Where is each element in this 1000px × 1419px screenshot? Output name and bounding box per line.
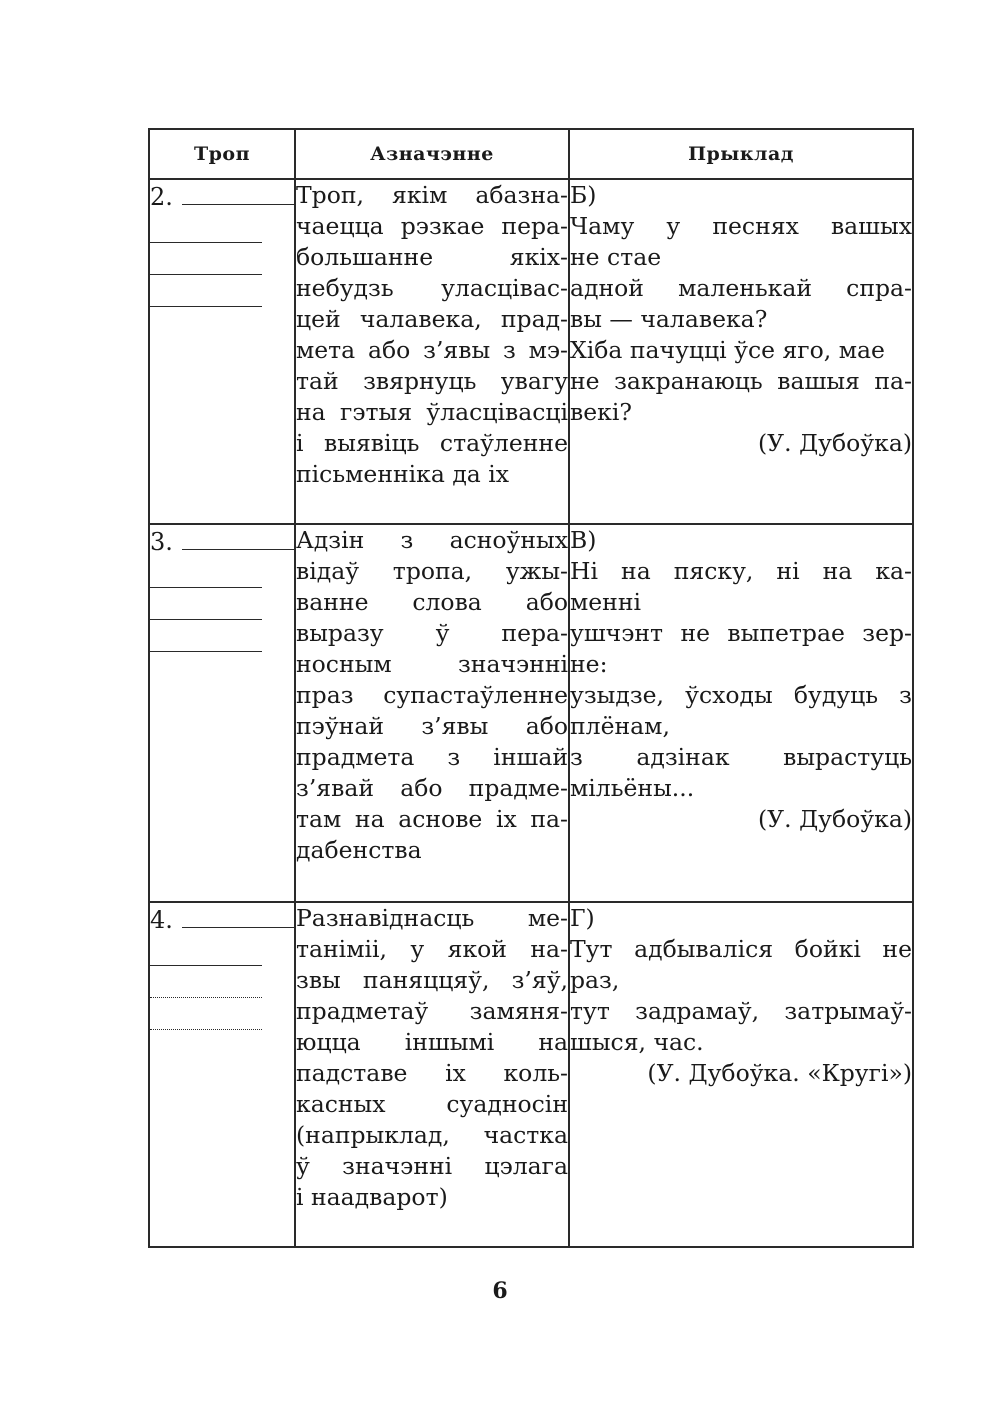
definition-cell: [295, 524, 569, 902]
definition-line: Адзін з асноўных: [296, 526, 568, 554]
table-row: [149, 179, 913, 524]
definition-line: ванне слова або: [296, 588, 568, 616]
definition-line: відаў тропа, ужы-: [296, 557, 568, 585]
tropes-table: [148, 128, 914, 1248]
table-header-row: [149, 129, 913, 179]
answer-blank-line: [150, 966, 262, 998]
example-line: ушчэнт не выпетрае зер-: [570, 619, 912, 647]
definition-line: там на аснове іх па-: [296, 805, 568, 833]
example-line: плёнам,: [570, 712, 670, 740]
answer-blank-line: [182, 184, 294, 205]
definition-cell: [295, 902, 569, 1247]
example-label: Б): [570, 181, 597, 209]
example-cell: [569, 524, 913, 902]
definition-line: на гэтыя ўласцівасці: [296, 398, 568, 426]
definition-line: падставе іх коль-: [296, 1059, 568, 1087]
answer-blank-line: [150, 275, 262, 307]
example-line: Ні на пяску, ні на ка-: [570, 557, 912, 585]
example-line: не закранаюць вашыя па-: [570, 367, 912, 395]
example-label: Г): [570, 904, 595, 932]
definition-line: праз супастаўленне: [296, 681, 568, 709]
example-line: менні: [570, 588, 642, 616]
example-author: (У. Дубоўка. «Кругі»): [647, 1059, 912, 1087]
definition-line: мета або з’явы з мэ-: [296, 336, 568, 364]
definition-line: і выявіць стаўленне: [296, 429, 568, 457]
definition-line: касных суадносін: [296, 1090, 568, 1118]
definition-line: носным значэнні: [296, 650, 568, 678]
example-line: Тут адбываліся бойкі не: [570, 935, 912, 963]
definition-line: чаецца рэзкае пера-: [296, 212, 568, 240]
example-line: не стае: [570, 243, 662, 271]
header-example: Прыклад: [569, 129, 913, 179]
trop-cell: [149, 902, 295, 1247]
header-trop: Троп: [149, 129, 295, 179]
example-line: мільёны...: [570, 774, 695, 802]
example-label: В): [570, 526, 597, 554]
definition-line: пэўнай з’явы або: [296, 712, 568, 740]
definition-line: юцца іншымі на: [296, 1028, 568, 1056]
answer-blank-line: [150, 243, 262, 275]
definition-line: цей чалавека, прад-: [296, 305, 568, 333]
definition-line: небудзь уласцівас-: [296, 274, 568, 302]
example-line: з адзінак вырастуць: [570, 743, 912, 771]
answer-blank-line: [150, 934, 262, 966]
definition-line: ў значэнні цэлага: [296, 1152, 568, 1180]
example-line: векі?: [570, 398, 632, 426]
example-line: не:: [570, 650, 608, 678]
example-line: тут задрамаў, затрымаў-: [570, 997, 912, 1025]
definition-line: тай звярнуць увагу: [296, 367, 568, 395]
table-row: [149, 902, 913, 1247]
answer-blank-line: [182, 529, 294, 550]
example-line: Хіба пачуцці ўсе яго, мае: [570, 336, 885, 364]
example-line: узыдзе, ўсходы будуць з: [570, 681, 912, 709]
definition-line: Разнавіднасць ме-: [296, 904, 568, 932]
answer-blank-line: [150, 998, 262, 1030]
example-line: шыся, час.: [570, 1028, 704, 1056]
definition-line: (напрыклад, частка: [296, 1121, 568, 1149]
definition-cell: [295, 179, 569, 524]
trop-cell: [149, 524, 295, 902]
definition-line: звы паняццяў, з’яў,: [296, 966, 568, 994]
definition-line: пісьменніка да іх: [296, 460, 510, 488]
page-number: 6: [492, 1278, 508, 1304]
trop-number: 3.: [150, 528, 173, 556]
header-definition: Азначэнне: [295, 129, 569, 179]
example-author: (У. Дубоўка): [757, 805, 912, 833]
trop-number: 4.: [150, 906, 173, 934]
example-line: адной маленькай спра-: [570, 274, 912, 302]
definition-line: прадметаў замяня-: [296, 997, 568, 1025]
definition-line: выразу ў пера-: [296, 619, 568, 647]
definition-line: дабенства: [296, 836, 422, 864]
example-author: (У. Дубоўка): [757, 429, 912, 457]
example-line: раз,: [570, 966, 620, 994]
table-row: [149, 524, 913, 902]
trop-number: 2.: [150, 183, 173, 211]
trop-cell: [149, 179, 295, 524]
answer-blank-line: [150, 556, 262, 588]
example-line: вы — чалавека?: [570, 305, 768, 333]
example-cell: [569, 902, 913, 1247]
answer-blank-line: [150, 588, 262, 620]
definition-line: таніміі, у якой на-: [296, 935, 568, 963]
definition-line: прадмета з іншай: [296, 743, 568, 771]
answer-blank-line: [182, 907, 294, 928]
definition-line: Троп, якім абазна-: [296, 181, 568, 209]
example-cell: [569, 179, 913, 524]
definition-line: большанне якіх-: [296, 243, 568, 271]
definition-line: з’явай або прадме-: [296, 774, 568, 802]
definition-line: і наадварот): [296, 1183, 448, 1211]
example-line: Чаму у песнях вашых: [570, 212, 912, 240]
answer-blank-line: [150, 620, 262, 652]
answer-blank-line: [150, 211, 262, 243]
